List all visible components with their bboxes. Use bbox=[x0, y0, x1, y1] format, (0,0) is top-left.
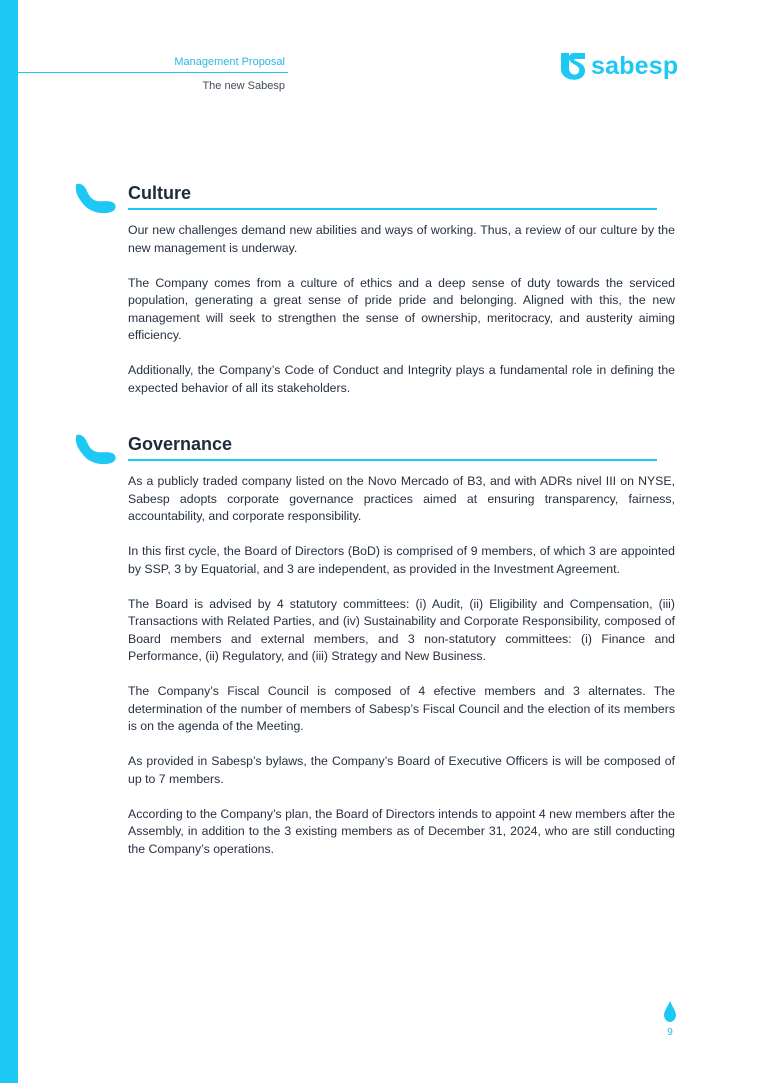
culture-section-header bbox=[74, 180, 657, 214]
sabesp-logo bbox=[559, 50, 678, 82]
header-divider bbox=[18, 72, 288, 73]
left-accent-bar bbox=[0, 0, 18, 1083]
culture-underline bbox=[128, 208, 657, 210]
culture-paragraph: Our new challenges demand new abilities and ways of working. Thus, a review of our culture by the new management is underway. bbox=[128, 223, 675, 255]
splash-icon bbox=[74, 180, 122, 214]
culture-title: Culture bbox=[128, 183, 191, 203]
governance-body bbox=[128, 473, 675, 876]
governance-paragraph: In this first cycle, the Board of Directors (BoD) is comprised of 9 members, of which 3 are appointed by SSP, 3 by Equatorial, and 3 are independent, as provided in the Investment Agreement. bbox=[128, 544, 675, 576]
header-subtitle: The new Sabesp bbox=[202, 80, 285, 92]
page-number: 9 bbox=[667, 1027, 673, 1038]
governance-paragraph: The Company’s Fiscal Council is composed of 4 efective members and 3 alternates. The determination of the number of members of Sabesp’s Fiscal Council and the election of its members is on the agenda of the Meeting. bbox=[128, 684, 675, 733]
culture-paragraph: Additionally, the Company’s Code of Conduct and Integrity plays a fundamental role in defining the expected behavior of all its stakeholders. bbox=[128, 363, 675, 395]
header-title: Management Proposal bbox=[174, 56, 285, 68]
culture-body bbox=[128, 222, 675, 415]
governance-paragraph: The Board is advised by 4 statutory committees: (i) Audit, (ii) Eligibility and Compensation, (iii) Transactions with Related Parties, and (iv) Sustainability and Corporate Responsibility, composed of Board members and external members, and 3 non-statutory committees: (i) Finance and Performance, (ii) Regulatory, and (iii) Strategy and New Business. bbox=[128, 596, 675, 663]
governance-section-header bbox=[74, 431, 657, 465]
logo-wordmark: sabesp bbox=[591, 51, 679, 80]
governance-paragraph: As a publicly traded company listed on the Novo Mercado of B3, and with ADRs nivel III on NYSE, Sabesp adopts corporate governance practices aimed at ensuring transparency, fairness, accountability, and corporate responsibility. bbox=[128, 474, 675, 523]
governance-paragraph: According to the Company’s plan, the Board of Directors intends to appoint 4 new members after the Assembly, in addition to the 3 existing members as of December 31, 2024, who are still conducting the Company’s operations. bbox=[128, 806, 675, 856]
governance-title: Governance bbox=[128, 434, 233, 454]
water-drop-icon bbox=[663, 1001, 677, 1022]
governance-paragraph: As provided in Sabesp’s bylaws, the Company’s Board of Executive Officers is will be composed of up to 7 members. bbox=[128, 754, 675, 786]
governance-underline bbox=[128, 459, 657, 461]
culture-paragraph: The Company comes from a culture of ethics and a deep sense of duty towards the serviced population, generating a great sense of pride pride and belonging. Aligned with this, the new management will seek to strengthen the sense of ownership, meritocracy, and austerity aiming efficiency. bbox=[128, 275, 675, 342]
splash-icon bbox=[74, 431, 122, 465]
sabesp-logo-icon bbox=[559, 51, 587, 81]
